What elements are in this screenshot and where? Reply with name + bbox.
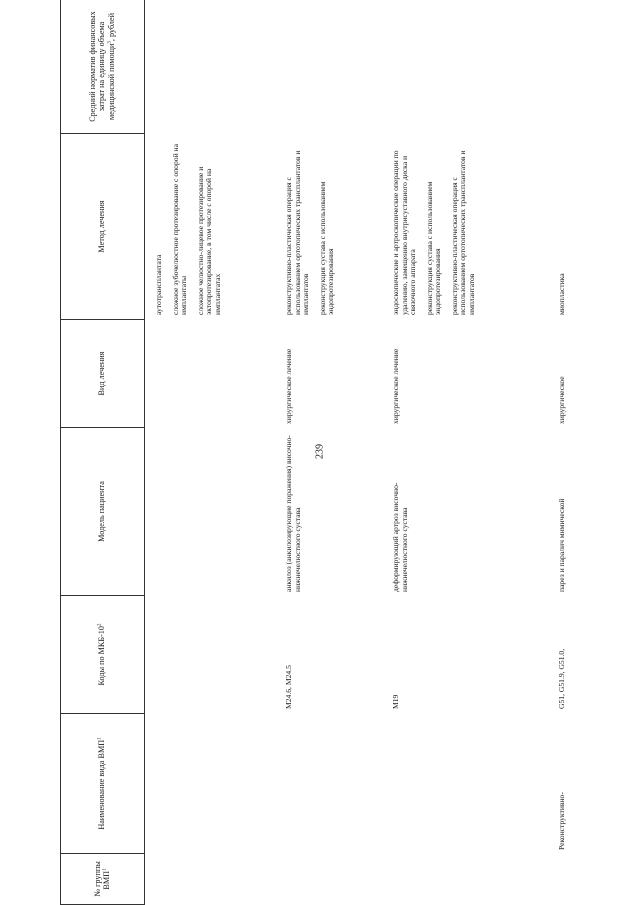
block3-model: деформирующий артроз височно-нижнечелюстного сустава — [391, 482, 409, 592]
method-text: эндоскопические и артроскопические операции по удалению, замещению внутрисуставного диска и связочного аппарата — [391, 150, 417, 315]
block2-model: анкилоз (анкилозирующие поражения) височно-нижнечелюстного сустава — [284, 435, 302, 592]
header-treatment-type: Вид лечения — [60, 319, 144, 427]
header-average-cost: Средний норматив финансовых затрат на единицу объема медицинской помощи$^3$, рублей — [87, 11, 116, 122]
block1-methods — [155, 135, 222, 315]
method-text: аутотрансплантата — [154, 254, 163, 315]
header-patient-model: Модель пациента — [60, 427, 144, 595]
table-header — [60, 0, 145, 905]
header-treatment-method: Метод лечения — [60, 133, 144, 319]
page-number: 239 — [314, 444, 326, 459]
block3-codes: M19 — [391, 694, 400, 709]
block3-treatment-type: хирургическое лечение — [391, 348, 400, 424]
block4-treatment-type: хирургическое — [557, 376, 566, 424]
method-text: сложное челюстно-лицевое протезирование и эктопротезирование, в том числе с опорой на имплантатах — [195, 166, 222, 315]
block4-model: парез и паралич мимической — [557, 498, 566, 592]
method-text: реконструкция сустава с использованием эндопротезирования — [424, 181, 442, 315]
block4-vmp-name: Реконструктивно- — [557, 792, 566, 850]
method-text: реконструкция сустава с использованием эндопротезирования — [317, 181, 335, 315]
method-text: реконструктивно-пластическая операция с использованием ортотопических трансплантатов и имплантатов — [449, 150, 476, 315]
block2-treatment-type: хирургическое лечение — [284, 348, 293, 424]
header-group-number: № группы ВМП$^1$ — [60, 853, 144, 905]
rotated-table-sheet — [60, 0, 580, 905]
header-vmp-name: Наименование вида ВМП$^1$ — [60, 713, 144, 853]
method-text: сложное зубочелюстное протезирование с опорой на имплантаты — [170, 144, 188, 315]
block2-methods — [285, 135, 336, 315]
block2-codes: M24.6, M24.5 — [284, 665, 293, 709]
header-icd-codes: Коды по МКБ-$10^2$ — [60, 595, 144, 713]
block4-method: миопластика — [557, 273, 566, 315]
block4-codes: G51, G51.9, G51.0, — [557, 648, 566, 709]
method-text: реконструктивно-пластическая операция с использованием ортотопических трансплантатов и имплантатов — [284, 150, 310, 315]
block3-methods — [392, 135, 476, 315]
